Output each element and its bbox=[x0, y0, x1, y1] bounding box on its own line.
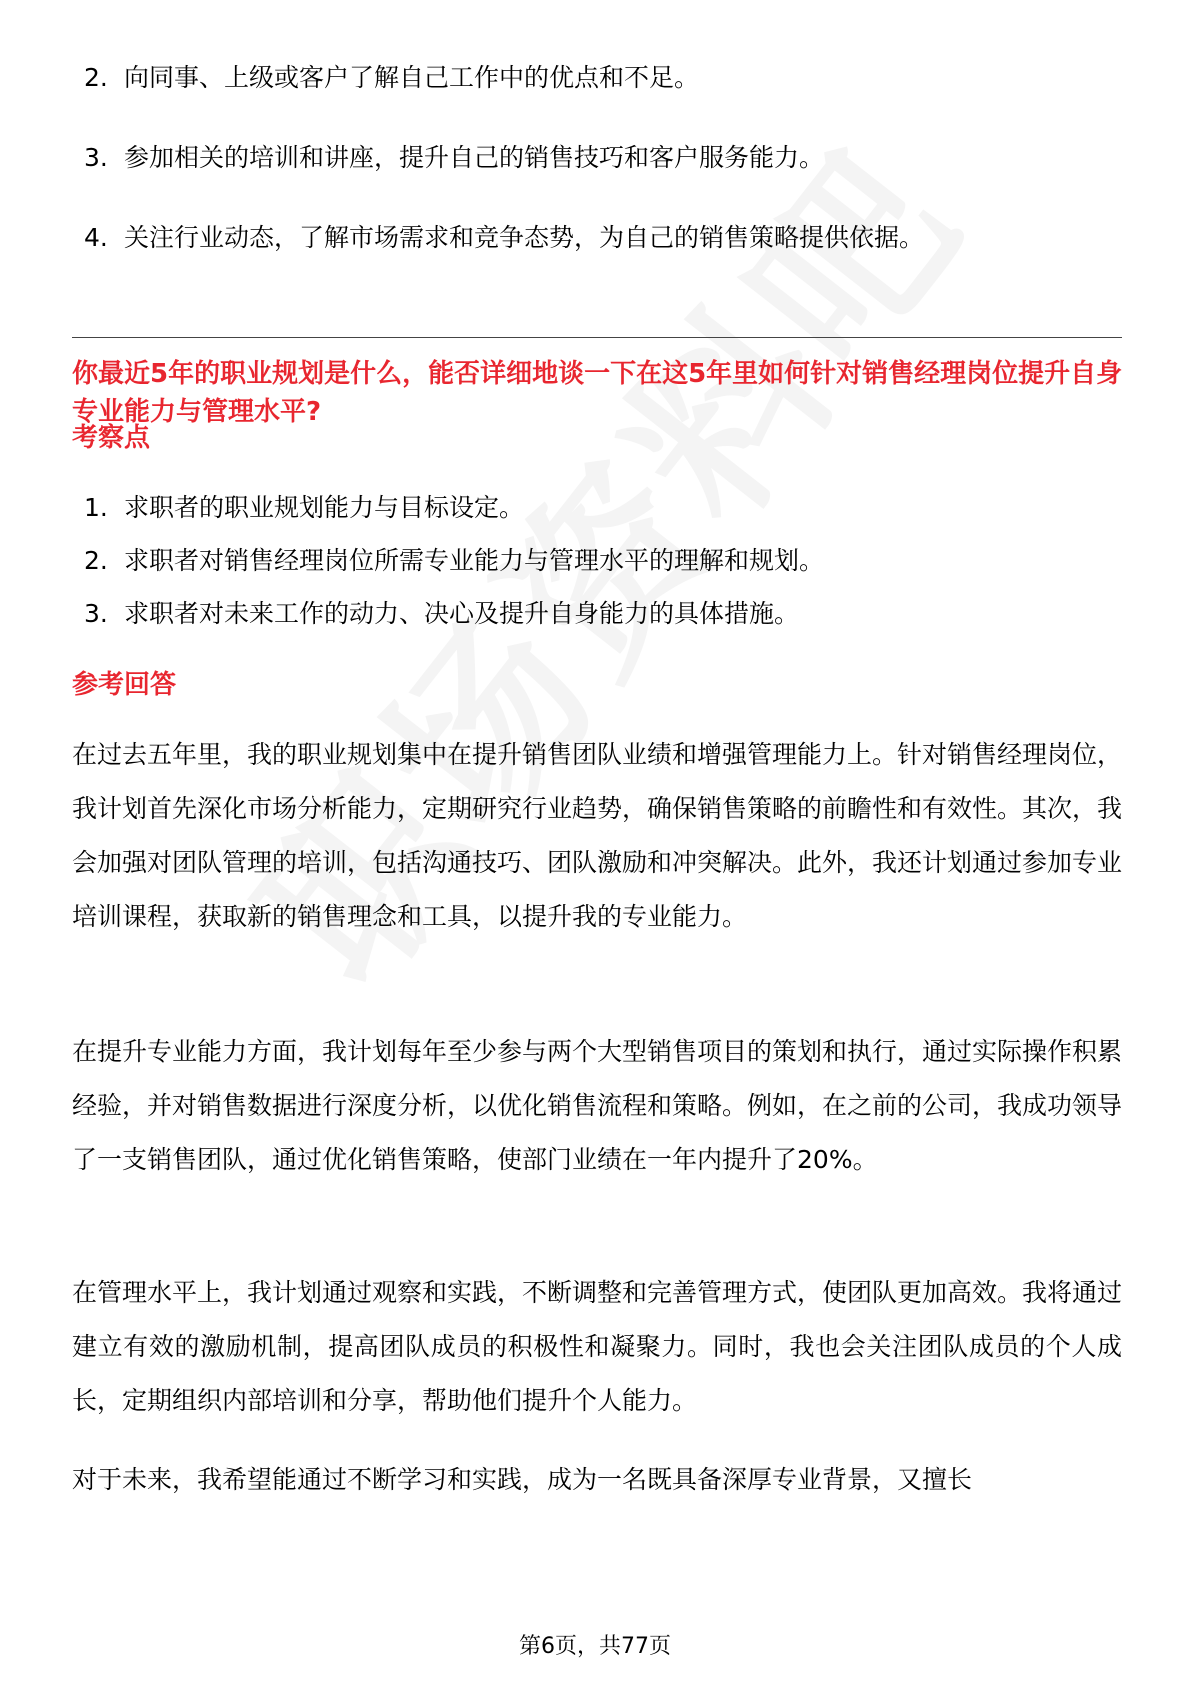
interview-question: 你最近5年的职业规划是什么，能否详细地谈一下在这5年里如何针对销售经理岗位提升自身专业能力与管理水平? bbox=[72, 359, 1123, 427]
list-item-text: 求职者对销售经理岗位所需专业能力与管理水平的理解和规划。 bbox=[124, 546, 825, 575]
list-item-number: 3. bbox=[84, 143, 108, 172]
answer-paragraph: 在过去五年里，我的职业规划集中在提升销售团队业绩和增强管理能力上。针对销售经理岗位，我计划首先深化市场分析能力，定期研究行业趋势，确保销售策略的前瞻性和有效性。其次，我会加强对团队管理的培训，包括沟通技巧、团队激励和冲突解决。此外，我还计划通过参加专业培训课程，获取新的销售理念和工具，以提升我的专业能力。 bbox=[72, 740, 1123, 931]
list-item-text: 求职者的职业规划能力与目标设定。 bbox=[124, 493, 525, 522]
list-item-number: 2. bbox=[84, 63, 108, 92]
list-item-text: 求职者对未来工作的动力、决心及提升自身能力的具体措施。 bbox=[124, 599, 800, 628]
list-item bbox=[84, 490, 1130, 526]
list-item-number: 1. bbox=[84, 493, 108, 522]
section-divider bbox=[72, 337, 1122, 338]
answer-paragraph: 在管理水平上，我计划通过观察和实践，不断调整和完善管理方式，使团队更加高效。我将通过建立有效的激励机制，提高团队成员的积极性和凝聚力。同时，我也会关注团队成员的个人成长，定期组织内部培训和分享，帮助他们提升个人能力。 bbox=[72, 1278, 1123, 1415]
reference-answer-heading: 参考回答 bbox=[72, 670, 177, 700]
list-item bbox=[84, 60, 1130, 96]
list-item-number: 4. bbox=[84, 223, 108, 252]
exam-points-heading: 考察点 bbox=[72, 423, 151, 453]
list-item-text: 向同事、上级或客户了解自己工作中的优点和不足。 bbox=[124, 63, 700, 92]
list-item bbox=[84, 140, 1130, 176]
list-item bbox=[84, 543, 1130, 579]
list-item bbox=[84, 596, 1130, 632]
list-item-number: 3. bbox=[84, 599, 108, 628]
list-item-text: 参加相关的培训和讲座，提升自己的销售技巧和客户服务能力。 bbox=[124, 143, 825, 172]
list-item bbox=[84, 220, 1130, 256]
list-item-number: 2. bbox=[84, 546, 108, 575]
list-item-text: 关注行业动态，了解市场需求和竞争态势，为自己的销售策略提供依据。 bbox=[124, 223, 925, 252]
answer-paragraph: 对于未来，我希望能通过不断学习和实践，成为一名既具备深厚专业背景，又擅长 bbox=[72, 1465, 973, 1494]
answer-paragraph: 在提升专业能力方面，我计划每年至少参与两个大型销售项目的策划和执行，通过实际操作积累经验，并对销售数据进行深度分析，以优化销售流程和策略。例如，在之前的公司，我成功领导了一支销售团队，通过优化销售策略，使部门业绩在一年内提升了20%。 bbox=[72, 1037, 1123, 1174]
page-number: 第6页，共77页 bbox=[519, 1634, 671, 1659]
